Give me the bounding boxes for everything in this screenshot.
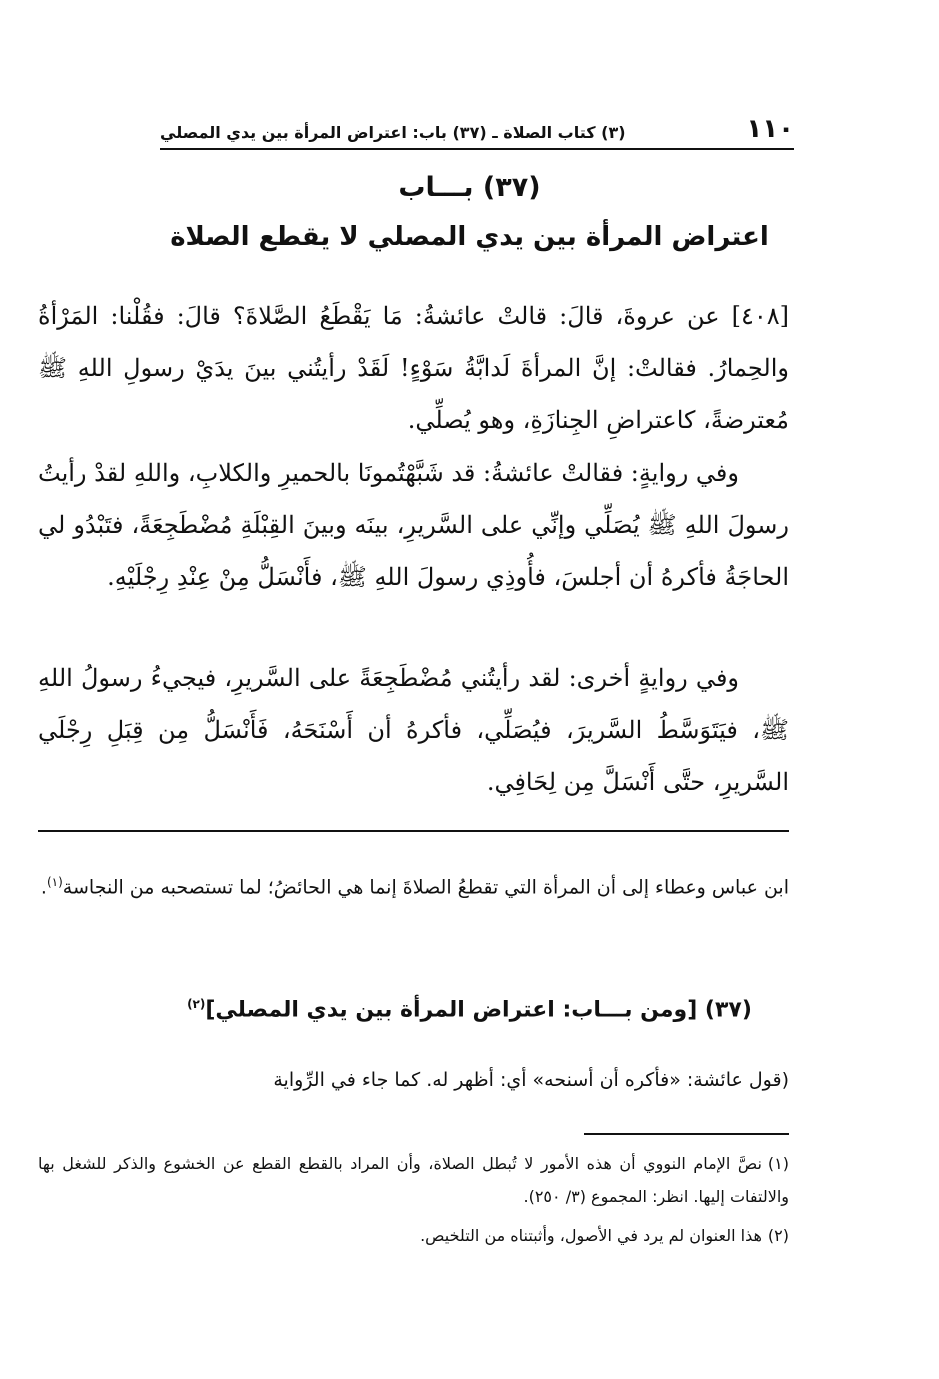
commentary-heading xyxy=(0,997,939,1022)
footnotes xyxy=(38,1147,789,1258)
page-number: ١١٠ xyxy=(746,114,794,144)
commentary-continuation-end: . xyxy=(40,876,47,899)
footnote-2 xyxy=(38,1219,789,1252)
commentary-divider xyxy=(38,830,789,832)
commentary-line: (قول عائشة: «فأكره أن أسنحه» أي: أظهر له. كما جاء في الرِّواية xyxy=(273,1069,789,1091)
footnote-ref-1: (١) xyxy=(46,875,63,889)
commentary-continuation xyxy=(38,862,789,907)
hadith-paragraph: [٤٠٨] عن عروةَ، قالَ: قالتْ عائشةُ: مَا يَقْطَعُ الصَّلاةَ؟ قالَ: فقُلْنا: المَرْأةُ والحِمارُ. فقالتْ: إنَّ المرأةَ لَدابَّةُ سَوْءٍ! لَقَدْ رأيتُني بينَ يدَيْ رسولِ اللهِ ﷺ مُعترضةً، كاعتراضِ الجِنازَةِ، وهو يُصلِّي. xyxy=(38,302,789,434)
commentary-continuation-text: ابن عباس وعطاء إلى أن المرأة التي تقطعُ الصلاةَ إنما هي الحائضُ؛ لما تستصحبه من النجاسة xyxy=(62,876,789,899)
running-head xyxy=(160,104,794,150)
running-head-title: (٣) كتاب الصلاة ـ (٣٧) باب: اعتراض المرأة بين يدي المصلي xyxy=(160,123,626,142)
footnote-text: نصَّ الإمام النووي أن هذه الأمور لا تُبطل الصلاة، وأن المراد بالقطع القطع عن الخشوع والذكر للشغل بها والالتفات إليها. انظر: المجموع (٣/ ٢٥٠). xyxy=(38,1154,789,1206)
chapter-number: (٣٧) بـــاب xyxy=(398,172,541,203)
footnote-ref-2: (٢) xyxy=(187,997,206,1011)
chapter-title: اعتراض المرأة بين يدي المصلي لا يقطع الصلاة xyxy=(170,222,769,252)
footnote-text: هذا العنوان لم يرد في الأصول، وأثبتناه من التلخيص. xyxy=(420,1226,762,1245)
riwaya-paragraph-1: وفي روايةٍ: فقالتْ عائشةُ: قد شَبَّهْتُمونَا بالحميرِ والكلابِ، واللهِ لقدْ رأيتُ رسولَ اللهِ ﷺ يُصَلِّي وإنِّي على السَّريرِ، بينَه وبينَ القِبْلَةِ مُضْطَجِعَةً، فتَبْدُو لي الحاجَةُ فأكرهُ أن أجلسَ، فأُوذِي رسولَ اللهِ ﷺ، فأَنْسَلُّ مِنْ عِنْدِ رِجْلَيْهِ. xyxy=(38,459,789,591)
commentary-heading-text: (٣٧) [ومن بـــاب: اعتراض المرأة بين يدي المصلي] xyxy=(205,997,752,1023)
footnote-1 xyxy=(38,1147,789,1213)
riwaya-paragraph-2: وفي روايةٍ أخرى: لقد رأيتُني مُضْطَجِعَةً على السَّريرِ، فيجيءُ رسولُ اللهِ ﷺ، فيَتَوَسَّطُ السَّريرَ، فيُصَلِّي، فأكرهُ أن أَسْنَحَهُ، فَأَنْسَلُّ مِن قِبَلِ رِجْلَي السَّريرِ، حتَّى أَنْسَلَّ مِن لِحَافِي. xyxy=(38,664,789,796)
footnote-marker: (٢) xyxy=(767,1226,789,1245)
footnote-marker: (١) xyxy=(767,1154,789,1173)
footnote-divider xyxy=(584,1133,789,1135)
